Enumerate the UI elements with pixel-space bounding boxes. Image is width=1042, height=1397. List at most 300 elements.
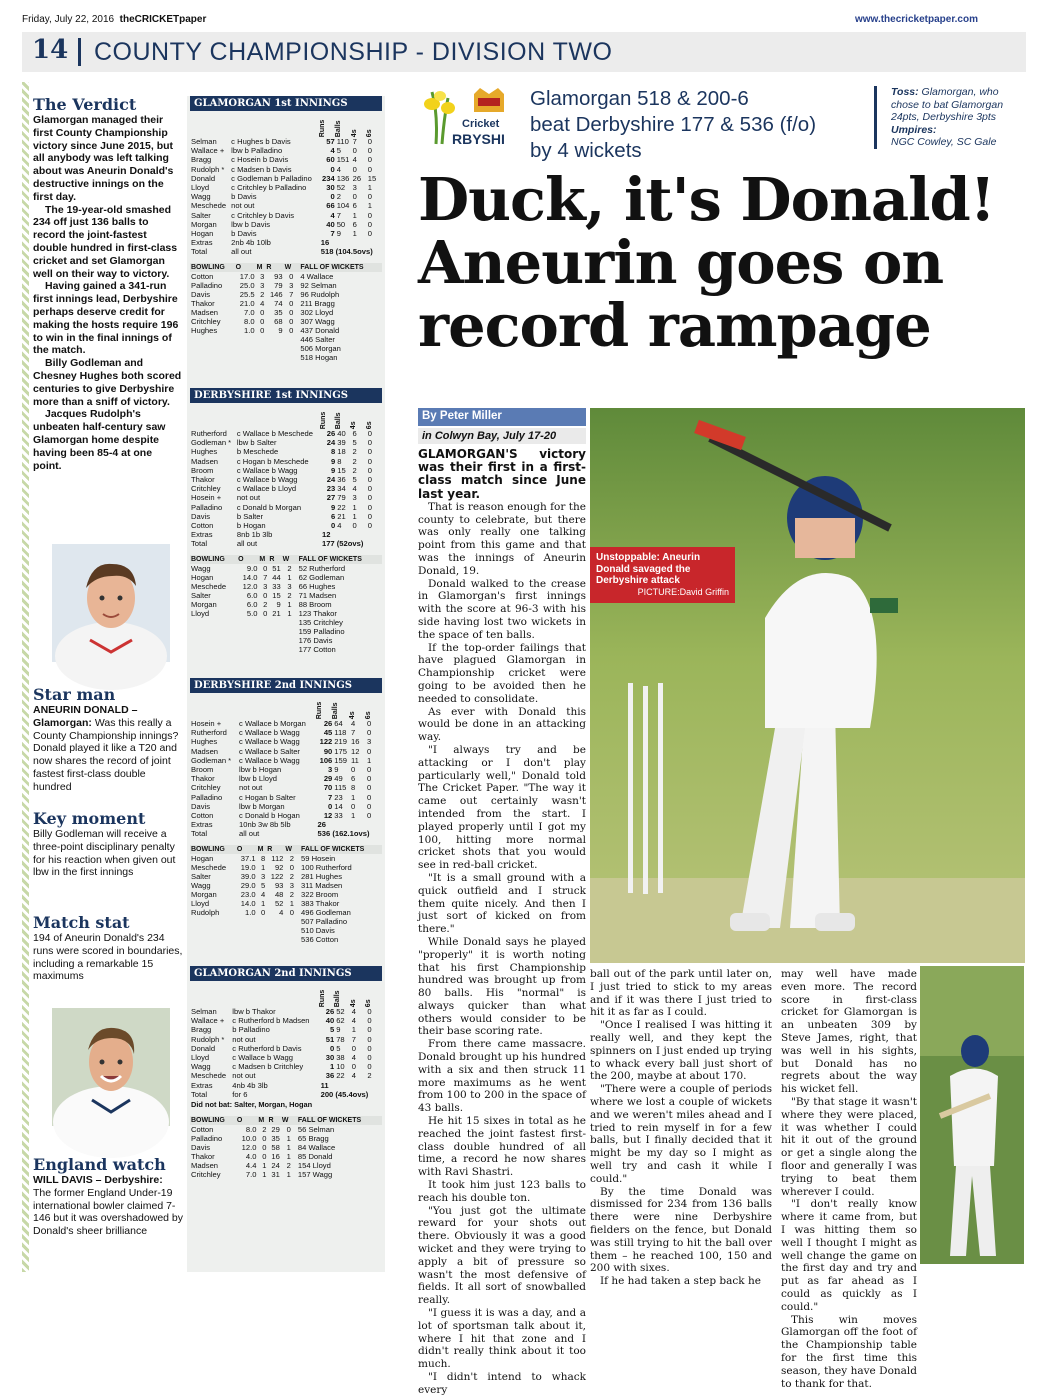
bowling-cell: 2 — [263, 599, 268, 609]
batting-cell: all out — [236, 539, 258, 549]
star-man-photo — [52, 544, 170, 662]
batting-cell: for 6 — [232, 1089, 248, 1099]
scorecard — [190, 966, 382, 1179]
batting-cell: b Salter — [236, 511, 264, 521]
batting-cell: 0 — [367, 456, 372, 466]
batting-cell: c Madsen b Critchley — [232, 1062, 304, 1072]
batting-cell: 6 — [331, 511, 336, 521]
batting-cell: Bragg — [191, 155, 212, 165]
bowling-cell: 4.0 — [245, 1152, 257, 1162]
bowling-cell: Meschede — [191, 581, 227, 591]
batting-header-row — [190, 981, 382, 1007]
bowling-cell: 15 — [272, 590, 281, 600]
bowling-col-header: BOWLING — [191, 1117, 225, 1125]
batting-cell: 26 — [352, 173, 362, 183]
batting-cell: 5 — [336, 146, 341, 156]
bowling-cell: 4.4 — [245, 1161, 257, 1171]
article-paragraph: "There were a couple of periods where we lost a couple of wickets and we weren't miles ahead and I tried to rein myself in for a few balls, but I finally decided that it might be my day so I might as well try and cash it while I could." — [590, 1083, 772, 1185]
batting-cell: lbw b Morgan — [239, 801, 285, 811]
scorecard-title: DERBYSHIRE 1st INNINGS — [190, 388, 382, 403]
batting-cell: 219 — [334, 737, 347, 747]
bowling-row — [190, 917, 382, 926]
bowling-row — [190, 1143, 382, 1152]
batting-cell: Lloyd — [191, 1053, 210, 1063]
batting-row — [190, 484, 382, 493]
masthead: theCRICKETpaper — [119, 14, 207, 25]
batting-row — [190, 1025, 382, 1034]
article-paragraph: "I always try and be attacking or I don't play particularly well," Donald told The Cricket Paper. "The way it came out certainly wasn't intended from the start. I played properly until I got my 100, hitting more normal cricket shots that you would see in red-ball cricket. — [418, 743, 586, 872]
bowling-cell: Palladino — [191, 280, 223, 290]
bowling-cell — [282, 645, 293, 654]
bowling-cell: 0 — [263, 590, 268, 600]
bowling-row — [190, 935, 382, 944]
batting-cell: 3 — [352, 493, 357, 503]
bowling-cell: 2 — [286, 1161, 291, 1171]
article-paragraph: If the top-order failings that have plagued Glamorgan in Championship cricket were going to be avoided then he needed to consolidate. — [418, 641, 586, 705]
batting-row — [190, 530, 382, 539]
fall-of-wicket: 307 Wagg — [300, 316, 335, 326]
batting-row — [190, 1071, 382, 1080]
bowling-cell — [265, 344, 283, 353]
fall-of-wicket: 536 Cotton — [301, 934, 339, 944]
batting-cell: 0 — [367, 1016, 372, 1026]
batting-cell: 0 — [351, 801, 356, 811]
batting-row — [190, 765, 382, 774]
star-man-heading: Star man — [33, 685, 116, 704]
batting-col-header: Balls — [335, 412, 343, 429]
bowling-cell — [236, 935, 257, 944]
batting-row — [190, 174, 382, 183]
bowling-cell: 2 — [287, 563, 292, 573]
batting-cell: Critchley — [191, 783, 221, 793]
article-paragraph: "It is a small ground with a quick outfield and I struck them quite nicely. And then I just sort of kicked on from there." — [418, 871, 586, 936]
batting-cell: b Meschede — [236, 447, 279, 457]
bowling-cell — [284, 926, 295, 935]
batting-cell: Rudolph * — [191, 164, 225, 174]
batting-cell: all out — [231, 247, 252, 257]
batting-cell: 36 — [325, 1071, 335, 1081]
bowling-cell: 0 — [289, 862, 295, 872]
batting-cell: 33 — [334, 811, 343, 821]
bowling-cell — [282, 618, 293, 627]
batting-cell: 50 — [336, 219, 346, 229]
match-stat-text: 194 of Aneurin Donald's 234 runs were scored in boundaries, including a remarkable 15 maximums — [33, 932, 183, 983]
fall-of-wicket: 135 Critchley — [298, 617, 343, 627]
batting-cell: Hughes — [191, 737, 218, 747]
batting-cell: 0 — [367, 438, 372, 448]
bowling-cell: 37.1 — [240, 853, 256, 863]
batting-cell: 9 — [331, 465, 336, 475]
bowling-col-header: R — [268, 1117, 274, 1125]
bowling-cell: 1 — [262, 1161, 267, 1171]
batting-cell: c Hogan b Meschede — [236, 456, 309, 466]
bowling-cell: 29.0 — [240, 880, 256, 890]
article-paragraph: He hit 15 sixes in total as he reached the joint fastest first-class double hundred of all time, a record he now shares with Ravi Shastri. — [418, 1115, 586, 1179]
batting-cell: 45 — [323, 728, 333, 738]
batting-cell: lbw b Thakor — [232, 1007, 276, 1016]
batting-col-header: Runs — [315, 701, 323, 719]
batting-cell: 0 — [351, 765, 356, 775]
batting-cell: not out — [239, 783, 263, 793]
bowling-cell: 19.0 — [240, 862, 256, 872]
bowling-col-header: M — [259, 555, 266, 563]
batting-cell: 23 — [334, 792, 343, 802]
bowling-col-header: R — [267, 845, 273, 853]
batting-cell: 0 — [367, 493, 372, 503]
batting-row — [190, 728, 382, 737]
batting-cell: 0 — [367, 1043, 372, 1053]
batting-cell: 0 — [328, 801, 333, 811]
fall-of-wicket: 92 Selman — [300, 280, 337, 290]
batting-cell: Rutherford — [191, 728, 227, 738]
bowling-cell — [284, 935, 295, 944]
bowling-row — [190, 344, 382, 353]
batting-cell: 14 — [334, 801, 343, 811]
bowling-col-header: FALL OF WICKETS — [300, 263, 364, 271]
batting-cell: 1 — [351, 811, 356, 821]
batting-cell: b Davis — [231, 192, 257, 202]
bowling-cell — [265, 335, 283, 344]
batting-cell: Thakor — [191, 774, 215, 784]
batting-row — [190, 146, 382, 155]
batting-cell: 52 — [336, 1007, 345, 1016]
batting-cell: 0 — [352, 192, 357, 202]
batting-cell: 4 — [352, 155, 357, 165]
bowling-cell: Cotton — [191, 1125, 214, 1135]
bowling-cell: 51 — [272, 563, 281, 573]
bowling-cell: 48 — [274, 889, 284, 899]
batting-cell: 9 — [336, 1025, 341, 1035]
batting-cell: 4 — [330, 146, 335, 156]
bowling-cell — [190, 645, 237, 654]
bowling-cell: Salter — [191, 590, 211, 600]
bowling-cell — [235, 335, 256, 344]
bowling-cell — [237, 618, 258, 627]
toss-label: Toss: — [891, 86, 919, 98]
bowling-header-row — [190, 263, 382, 272]
batting-cell: 7 — [352, 137, 357, 146]
bowling-row — [190, 600, 382, 609]
bowling-cell: 0 — [262, 1152, 267, 1162]
bowling-cell: Critchley — [191, 1170, 221, 1180]
batting-cell: 0 — [352, 521, 357, 531]
batting-cell: 2 — [352, 456, 357, 466]
fall-of-wicket: 322 Broom — [301, 889, 339, 899]
batting-row — [190, 1062, 382, 1071]
batting-cell: Godleman * — [191, 755, 232, 765]
batting-cell: 3 — [366, 737, 372, 747]
batting-cell: 0 — [367, 1053, 372, 1063]
batting-cell: 4 — [352, 484, 357, 494]
batting-row — [190, 1007, 382, 1016]
bowling-cell — [237, 645, 258, 654]
batting-col-header: 4s — [349, 999, 357, 1007]
photo-credit: PICTURE:David Griffin — [637, 586, 729, 597]
batting-cell: c Wallace b Meschede — [236, 429, 313, 438]
batting-cell: Broom — [191, 765, 214, 775]
batting-cell: 0 — [367, 155, 373, 165]
batting-cell: 234 — [322, 173, 335, 183]
scorecard-title: GLAMORGAN 2nd INNINGS — [190, 966, 382, 981]
star-man-text: Was this really a County Championship innings? Donald played it like a T20 and now shares the record of joint fastest first-class double hundred — [33, 716, 179, 793]
batting-cell: 118 — [334, 728, 347, 738]
batting-cell: 0 — [366, 801, 372, 811]
batting-cell: c Wallace b Wagg — [239, 755, 300, 765]
article-paragraph: "Once I realised I was hitting it really well, and they kept the spinners on I just ended up trying to whack every ball just short of the 200, maybe at about 170. — [590, 1019, 772, 1083]
batting-row — [190, 512, 382, 521]
batting-cell: 2 — [367, 1071, 372, 1081]
bowling-row — [190, 290, 382, 299]
batting-cell: 29 — [323, 774, 333, 784]
batting-cell: 9 — [334, 765, 339, 775]
section-header — [22, 32, 1026, 72]
batting-cell: 0 — [351, 1062, 357, 1072]
fall-of-wicket: 177 Cotton — [298, 644, 336, 654]
bowling-cell: 23.0 — [240, 889, 256, 899]
bowling-row — [190, 353, 382, 362]
bowling-cell — [268, 627, 281, 636]
batting-cell: 7 — [351, 1034, 357, 1044]
batting-cell: 1 — [351, 1025, 357, 1035]
bowling-row — [190, 627, 382, 636]
bowling-cell — [256, 335, 266, 344]
article-paragraph: "I don't really know where it came from, but I was hitting them so well I thought I might as well change the game on the first day and try and put as far ahead as I could as quickly as I could." — [781, 1198, 917, 1313]
bowling-cell: 1 — [261, 898, 266, 908]
batting-cell: 10 — [336, 1062, 345, 1072]
batting-cell: 4 — [336, 164, 341, 174]
bowling-col-header: FALL OF WICKETS — [297, 1117, 362, 1125]
batting-cell: 38 — [336, 1053, 345, 1063]
batting-cell: Cotton — [191, 521, 214, 531]
fall-of-wicket: 157 Wagg — [297, 1170, 333, 1180]
batting-row — [190, 183, 382, 192]
bowling-col-header: M — [258, 1117, 265, 1125]
bowling-col-header: BOWLING — [191, 263, 225, 271]
batting-row — [190, 211, 382, 220]
toss-text: Glamorgan, who chose to bat Glamorgan 24pts, Derbyshire 3pts — [891, 86, 1004, 123]
article-paragraph: Donald walked to the crease in Glamorgan's first innings with the score at 96-3 with his side having lost two wickets in the space of ten balls. — [418, 577, 586, 641]
bowling-cell: 1 — [262, 1170, 267, 1180]
bowling-row — [190, 299, 382, 308]
key-moment-heading: Key moment — [33, 809, 146, 828]
bowling-cell: 4 — [260, 298, 265, 308]
batting-cell: 24 — [326, 475, 336, 485]
batting-cell: 10nb 3w 8b 5lb — [239, 820, 291, 830]
batting-cell: Critchley — [191, 484, 221, 494]
batting-cell: 16 — [320, 238, 330, 248]
batting-table — [190, 693, 382, 839]
batting-cell: 0 — [330, 192, 335, 202]
byline: By Peter Miller — [418, 408, 586, 426]
fall-of-wicket: 59 Hosein — [301, 853, 336, 863]
batting-cell: 151 — [336, 155, 350, 165]
batting-cell: 15 — [367, 173, 377, 183]
bowling-row — [190, 645, 382, 654]
batting-row — [190, 229, 382, 238]
batting-row — [190, 829, 382, 838]
batting-row — [190, 1053, 382, 1062]
bowling-cell: 6.0 — [246, 599, 258, 609]
batting-cell: 1 — [352, 502, 357, 512]
bowling-cell: 1 — [261, 862, 266, 872]
batting-cell: 36 — [337, 475, 346, 485]
fall-of-wicket: 62 Godleman — [298, 572, 345, 582]
bowling-cell: Hughes — [191, 325, 218, 335]
batting-cell: c Critchley b Davis — [231, 210, 295, 220]
bowling-cell: 112 — [271, 853, 284, 863]
batting-col-header: 6s — [365, 999, 373, 1007]
fall-of-wicket: 302 Lloyd — [300, 307, 334, 317]
batting-col-header: Balls — [334, 120, 342, 137]
batting-cell: 1 — [366, 755, 372, 765]
bowling-cell: 3 — [287, 581, 292, 591]
key-moment-text: Billy Godleman will receive a three-point disciplinary penalty for his reaction when given out lbw in the first innings — [33, 828, 176, 879]
batting-cell: 0 — [367, 511, 372, 521]
batting-cell: 52 — [336, 183, 346, 193]
batting-cell: 110 — [336, 137, 349, 146]
batting-cell: 0 — [329, 1043, 335, 1053]
bowling-cell: Palladino — [191, 1134, 223, 1144]
article-paragraph: By the time Donald was dismissed for 234 from 136 balls there were nine Derbyshire fielders on the fence, but Donald was still trying to hit the ball over them – he reached 100, 150 and 200 with sixes. — [590, 1185, 772, 1275]
batting-row — [190, 756, 382, 765]
batting-cell: Meschede — [191, 201, 227, 211]
bowling-cell: 0 — [286, 1125, 291, 1135]
batting-col-header: Balls — [333, 990, 341, 1007]
logo-text-2: RBYSHI — [452, 131, 505, 147]
batting-cell: lbw b Davis — [231, 219, 270, 229]
bowling-cell: Davis — [191, 289, 210, 299]
bowling-cell: 3 — [260, 280, 265, 290]
bowling-cell: 9.0 — [246, 563, 258, 573]
batting-cell: 2 — [352, 447, 357, 457]
batting-cell: 1 — [352, 511, 357, 521]
bowling-cell: 93 — [274, 271, 283, 281]
bowling-cell: Cotton — [191, 271, 214, 281]
batting-cell: c Wallace b Lloyd — [236, 484, 297, 494]
did-not-bat: Did not bat: Salter, Morgan, Hogan — [191, 1100, 313, 1110]
batting-cell: 26 — [325, 1007, 335, 1016]
batting-cell: 0 — [367, 1025, 372, 1035]
bowling-cell — [257, 935, 267, 944]
verdict-paragraph: The 19-year-old smashed 234 off just 136 balls to record the joint-fastest double hundred in first-class cricket and set Glamorgan well on their way to victory. — [33, 203, 178, 280]
batting-row — [190, 1035, 382, 1044]
bowling-row — [190, 1125, 382, 1134]
bowling-cell: Wagg — [191, 880, 211, 890]
batting-cell: Hosein + — [191, 719, 222, 728]
batting-cell: 2 — [336, 192, 341, 202]
batting-cell: 60 — [326, 155, 335, 165]
scorecard — [190, 678, 382, 944]
bowling-cell — [256, 353, 266, 362]
batting-cell: 30 — [326, 183, 335, 193]
batting-cell: 8 — [331, 447, 336, 457]
bowling-cell: 4 — [279, 907, 284, 917]
batting-header-row — [190, 693, 382, 719]
bowling-cell: 1 — [286, 1152, 291, 1162]
batting-row — [190, 457, 382, 466]
bowling-row — [190, 899, 382, 908]
main-photo — [590, 408, 1025, 963]
steve-james-photo — [920, 966, 1024, 1264]
batting-cell: 7 — [336, 210, 341, 220]
bowling-table — [190, 263, 382, 362]
bowling-row — [190, 636, 382, 645]
verdict-paragraph: Jacques Rudolph's unbeaten half-century saw Glamorgan home despite having been 85-4 at one point. — [33, 408, 166, 472]
batting-cell: 0 — [366, 719, 372, 728]
bowling-cell: 1.0 — [244, 325, 255, 335]
england-watch-text: The former England Under-19 international bowler claimed 7-146 but it was overshadowed by Donald's sheer brilliance — [33, 1186, 184, 1238]
website-url[interactable]: www.thecricketpaper.com — [854, 14, 978, 25]
batting-col-header: Runs — [319, 411, 327, 429]
batting-row — [190, 201, 382, 210]
match-stat-heading: Match stat — [33, 913, 130, 932]
bowling-col-header: O — [238, 555, 244, 563]
batting-cell: Wagg — [191, 192, 211, 202]
batting-cell: b Palladino — [232, 1025, 270, 1035]
batting-cell: Wagg — [191, 1062, 211, 1072]
batting-cell: 5 — [352, 475, 357, 485]
batting-row — [190, 155, 382, 164]
batting-cell: Total — [191, 247, 208, 257]
bowling-col-header: FALL OF WICKETS — [301, 845, 365, 853]
batting-cell: 0 — [351, 1043, 357, 1053]
batting-col-header: Balls — [332, 702, 340, 719]
batting-cell: 15 — [337, 465, 346, 475]
bowling-row — [190, 854, 382, 863]
bowling-cell — [258, 627, 268, 636]
fall-of-wicket: 281 Hughes — [301, 871, 342, 881]
batting-cell: Hogan — [191, 229, 214, 239]
header-divider — [78, 38, 81, 66]
bowling-row — [190, 281, 382, 290]
bowling-cell: 2 — [260, 289, 265, 299]
batting-cell: Palladino — [191, 502, 223, 512]
batting-cell: c Hosein b Davis — [231, 155, 289, 165]
batting-cell: 0 — [367, 465, 372, 475]
batting-cell: 122 — [319, 737, 333, 747]
batting-cell: 0 — [367, 484, 372, 494]
batting-cell: 11 — [320, 1080, 329, 1090]
batting-cell: 0 — [366, 728, 372, 738]
batting-cell: 159 — [334, 755, 347, 765]
bowling-cell: 0 — [260, 316, 265, 326]
bowling-cell: 4 — [261, 889, 266, 899]
article-paragraph: ball out of the park until later on, I just tried to stick to my areas and if it was there I just tried to hit it as far as I could. — [590, 968, 772, 1019]
bowling-cell: 2 — [289, 871, 295, 881]
bowling-cell: 1 — [289, 898, 295, 908]
fall-of-wicket: 211 Bragg — [300, 298, 335, 308]
bowling-cell — [265, 353, 283, 362]
bowling-cell: 0 — [289, 307, 294, 317]
bowling-cell: 0 — [262, 1134, 267, 1144]
bowling-col-header: W — [284, 263, 292, 271]
bowling-cell: Wagg — [191, 563, 211, 573]
bowling-cell: 2 — [289, 889, 295, 899]
bowling-cell: 7.0 — [244, 307, 255, 317]
fall-of-wicket: 383 Thakor — [301, 898, 340, 908]
bowling-cell: Meschede — [191, 862, 227, 872]
bowling-col-header: BOWLING — [191, 845, 225, 853]
batting-row — [190, 503, 382, 512]
article-paragraph: That is reason enough for the county to celebrate, but there was only really one talking point from this game and that was the innings of Aneurin Donald, 19. — [418, 500, 586, 577]
bowling-cell: 14.0 — [242, 572, 258, 582]
fall-of-wicket: 123 Thakor — [298, 608, 337, 618]
batting-cell: 106 — [319, 755, 333, 765]
bowling-cell: 35 — [271, 1134, 280, 1144]
batting-table — [190, 403, 382, 549]
batting-cell: 9 — [336, 229, 341, 239]
bowling-cell: 24 — [271, 1161, 280, 1171]
